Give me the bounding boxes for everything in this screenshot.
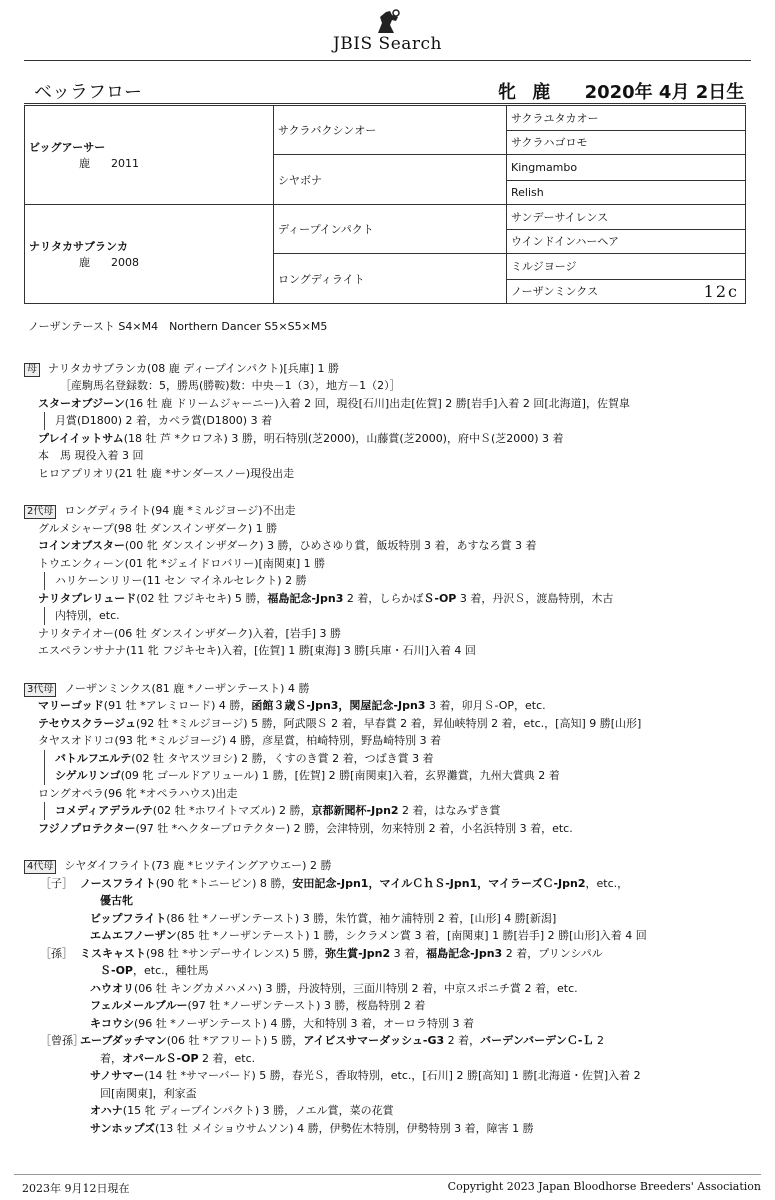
offspring-row: タヤスオドリコ(93 牝 *ミルジヨージ) 4 勝，彦星賞，柏崎特別，野島崎特別 3 着 (38, 734, 442, 747)
offspring-row: シゲルリンゴ(09 牝 ゴールドアリュール) 1 勝，[佐賀] 2 勝[南関東]入着，玄界灘賞，九州大賞典 2 着 (44, 767, 753, 785)
offspring-row: ［孫］ ミスキャスト(98 牡 *サンデーサイレンス) 5 勝，弥生賞-Jpn2 3 着，福島記念-Jpn3 2 着，プリンシパル (40, 946, 603, 960)
pedigree-sss: サクラユタカオー (507, 106, 746, 131)
pedigree-sds: Kingmambo (507, 155, 746, 181)
tag-3rd-dam: 3代母 (24, 683, 56, 697)
offspring-row: ビップフライト(86 牡 *ノーザンテースト) 3 勝，朱竹賞，袖ケ浦特別 2 着，[山形] 4 勝[新潟] (90, 911, 557, 925)
section-dam (24, 360, 753, 483)
offspring-row: ヒロアプリオリ(21 牡 鹿 *サンダースノー)現役出走 (38, 466, 295, 480)
dam-name: ナリタカサブランカ (29, 240, 128, 253)
offspring-row: テセウスクラージュ(92 牡 *ミルジヨージ) 5 勝，阿武隈Ｓ 2 着，早春賞 2 着，昇仙峡特別 2 着，etc.，[高知] 9 勝[山形] (38, 716, 642, 730)
offspring-row: グルメシャープ(98 牡 ダンスインザダーク) 1 勝 (38, 521, 278, 535)
pedigree-table (24, 105, 746, 304)
dam-record: ナリタカサブランカ(08 鹿 ディープインパクト)[兵庫] 1 勝 (48, 361, 339, 375)
inbreeding-line: ノーザンテースト S4×M4 Northern Dancer S5×S5×M5 (28, 320, 328, 333)
offspring-row: ロングオペラ(96 牝 *オペラハウス)出走 (38, 786, 238, 800)
family-number: 12c (703, 281, 739, 301)
offspring-row: ハリケーンリリー(11 セン マイネルセレクト) 2 勝 (44, 572, 753, 590)
offspring-row: フェルメールブルー(97 牡 *ノーザンテースト) 3 勝，桜島特別 2 着 (90, 999, 426, 1012)
offspring-row: ［曾孫］エーブダッチマン(06 牡 *アフリート) 5 勝，アイビスサマーダッシュ-G3 2 着，バーデンバーデンＣ-Ｌ 2 (40, 1034, 604, 1047)
pedigree-dsd: ウインドインハーヘア (507, 229, 746, 254)
family-record (24, 318, 753, 1157)
offspring-row: ハウオリ(06 牡 キングカメハメハ) 3 勝，丹波特別，三面川特別 2 着，中京スポニチ賞 2 着，etc. (90, 981, 578, 995)
pedigree-dss: サンデーサイレンス (507, 205, 746, 230)
tag-dam: 母 (24, 363, 40, 377)
offspring-row: スターオブジーン(16 牡 鹿 ドリームジャーニー)入着 2 回，現役[石川]出走[佐賀] 2 勝[岩手]入着 2 回[北海道]，佐賀皐 (38, 396, 630, 410)
offspring-row: エムエフノーザン(85 牡 *ノーザンテースト) 1 勝，シクラメン賞 3 着，[南関東] 1 勝[岩手] 2 勝[山形]入着 4 回 (90, 929, 647, 942)
pedigree-sire (25, 106, 274, 205)
tag-4th-dam: 4代母 (24, 860, 56, 874)
horse-name: ベッラフロー (34, 82, 142, 103)
offspring-row: マリーゴッド(91 牡 *アレミロード) 4 勝，函館３歳Ｓ-Jpn3，関屋記念-Jpn3 3 着，卯月Ｓ-OP，etc. (38, 699, 546, 712)
offspring-row: プレイイットサム(18 牡 芦 *クロフネ) 3 勝，明石特別(芝2000)，山藤賞(芝2000)，府中Ｓ(芝2000) 3 着 (38, 431, 564, 445)
horse-birth: 2020年 4月 2日生 (584, 82, 745, 103)
sire-name: ビッグアーサー (29, 141, 106, 154)
offspring-row: コインオブスター(00 牝 ダンスインザダーク) 3 勝，ひめさゆり賞，飯坂特別 3 着，あすなろ賞 3 着 (38, 539, 537, 552)
section-4th-dam: 4代母 シヤダイフライト(73 鹿 *ヒツテイングアウエー) 2 勝 ［子］ ノースフライト(90 牝 *トニービン) 8 勝，安田記念-Jpn1，マイルＣｈＳ-Jpn1，マイラーズＣ-Jpn2，etc.， 優古牝 ビップフライト(86 牡 *ノーザンテースト) 3 勝，朱竹賞，袖ケ浦特別 2 着，[山形] 4 勝[新潟] エムエフノーザン(85 牡 *ノーザンテースト) 1 勝，シクラメン賞 3 着，[南関東] 1 勝[岩手] 2 勝[山形]入着 4 回 ［孫］ ミスキャスト(98 牡 *サンデーサイレンス) 5 勝，弥生賞-Jpn2 3 着，福島記念-Jpn3 2 着，プリンシパル Ｓ-OP，etc.，種牡馬 ハウオリ(06 牡 キングカメハメハ) 3 勝，丹波特別，三面川特別 2 着，中京スポニチ賞 2 着，etc. フェルメールブルー(97 牡 *ノーザンテースト) 3 勝，桜島特別 2 着 キコウシ(96 牡 *ノーザンテースト) 4 勝，大和特別 3 着，オーロラ特別 3 着 ［曾孫］エーブダッチマン(06 牡 *アフリート) 5 勝，アイビスサマーダッシュ-G3 2 着，バーデンバーデンＣ-Ｌ 2 着，オパールＳ-OP 2 着，etc. サノサマー(14 牡 *サマーバード) 5 勝，春光Ｓ，香取特別，etc.，[石川] 2 勝[高知] 1 勝[北海道・佐賀]入着 2 回[南関東]，利家盃 オハナ(15 牝 ディープインパクト) 3 勝，ノエル賞，菜の花賞 サンホップズ(13 牡 メイショウサムソン) 4 勝，伊勢佐木特別，伊勢特別 3 着，障害 1 勝 (24, 857, 753, 1137)
dam-info: 鹿 2008 (79, 256, 139, 269)
section-2nd-dam: 2代母 ロングディライト(94 鹿 *ミルジヨージ)不出走 グルメシャープ(98 牡 ダンスインザダーク) 1 勝 コインオブスター(00 牝 ダンスインザダーク) 3 勝，ひめさゆり賞，飯坂特別 3 着，あすなろ賞 3 着 トウエンクィーン(01 牝 *ジェイドロバリー)[南関東] 1 勝 ハリケーンリリー(11 セン マイネルセレクト) 2 勝 ナリタプレリュード(02 牡 フジキセキ) 5 勝，福島記念-Jpn3 2 着，しらかばＳ-OP 3 着，丹沢Ｓ，渡島特別，木古 内特別，etc. ナリタテイオー(06 牡 ダンスインザダーク)入着，[岩手] 3 勝 エスペランサナナ(11 牝 フジキセキ)入着，[佐賀] 1 勝[東海] 3 勝[兵庫・石川]入着 4 回 (24, 502, 753, 660)
offspring-row: ナリタプレリュード(02 牡 フジキセキ) 5 勝，福島記念-Jpn3 2 着，しらかばＳ-OP 3 着，丹沢Ｓ，渡島特別，木古 (38, 591, 614, 605)
offspring-row: エスペランサナナ(11 牝 フジキセキ)入着，[佐賀] 1 勝[東海] 3 勝[兵庫・石川]入着 4 回 (38, 644, 476, 657)
pedigree-sdd: Relish (507, 180, 746, 205)
offspring-row: キコウシ(96 牡 *ノーザンテースト) 4 勝，大和特別 3 着，オーロラ特別 3 着 (90, 1016, 474, 1030)
offspring-row: サノサマー(14 牡 *サマーバード) 5 勝，春光Ｓ，香取特別，etc.，[石川] 2 勝[高知] 1 勝[北海道・佐賀]入着 2 (90, 1069, 641, 1082)
logo-text: JBIS Search (332, 34, 442, 54)
as-of-date: 2023年 9月12日現在 (22, 1182, 130, 1195)
offspring-row: サンホップズ(13 牡 メイショウサムソン) 4 勝，伊勢佐木特別，伊勢特別 3 着，障害 1 勝 (90, 1121, 534, 1135)
offspring-row: フジノプロテクター(97 牡 *ヘクタープロテクター) 2 勝，会津特別，勿来特別 2 着，小名浜特別 3 着，etc. (38, 821, 573, 835)
horse-meta (498, 78, 754, 104)
offspring-row: バトルフエルテ(02 牡 タヤスツヨシ) 2 勝，くすのき賞 2 着，つばき賞 3 着 (44, 750, 753, 768)
offspring-row-cont: 回[南関東]，利家盃 (100, 1086, 197, 1100)
offspring-row-cont: 着，オパールＳ-OP 2 着，etc. (100, 1051, 256, 1065)
offspring-row-cont: 優古牝 (100, 894, 133, 907)
dam-produce-summary: ［産駒馬名登録数：5，勝馬(勝鞍)数：中央－1（3），地方－1（2）］ (60, 379, 401, 392)
pedigree-ds: ディープインパクト (274, 205, 507, 254)
offspring-row: ナリタテイオー(06 牡 ダンスインザダーク)入着，[岩手] 3 勝 (38, 626, 342, 640)
sire-info: 鹿 2011 (79, 157, 139, 170)
header-divider (24, 60, 751, 61)
offspring-row-cont: 月賞(D1800) 2 着，カペラ賞(D1800) 3 着 (44, 412, 753, 430)
pedigree-sd: シヤボナ (274, 155, 507, 205)
offspring-row: ［子］ ノースフライト(90 牝 *トニービン) 8 勝，安田記念-Jpn1，マイルＣｈＳ-Jpn1，マイラーズＣ-Jpn2，etc.， (40, 876, 629, 890)
pedigree-ssd: サクラハゴロモ (507, 130, 746, 155)
pedigree-dam (25, 205, 274, 304)
horse-title-row (28, 78, 747, 102)
offspring-row: 本 馬 現役入着 3 回 (38, 449, 144, 462)
pedigree-ss: サクラバクシンオー (274, 106, 507, 155)
horse-color: 鹿 (532, 82, 551, 103)
horse-sex: 牝 (498, 82, 516, 103)
copyright: Copyright 2023 Japan Bloodhorse Breeders' Association (447, 1180, 761, 1193)
offspring-row: オハナ(15 牝 ディープインパクト) 3 勝，ノエル賞，菜の花賞 (90, 1104, 394, 1117)
offspring-row-cont: Ｓ-OP，etc.，種牡馬 (100, 964, 209, 977)
title-divider (24, 103, 746, 104)
pedigree-ddd: ノーザンミンクス 12c (507, 279, 746, 304)
jbis-logo (0, 6, 775, 54)
pedigree-dds: ミルジヨージ (507, 254, 746, 280)
section-3rd-dam: 3代母 ノーザンミンクス(81 鹿 *ノーザンテースト) 4 勝 マリーゴッド(91 牡 *アレミロード) 4 勝，函館３歳Ｓ-Jpn3，関屋記念-Jpn3 3 着，卯月Ｓ-OP，etc. テセウスクラージュ(92 牡 *ミルジヨージ) 5 勝，阿武隈Ｓ 2 着，早春賞 2 着，昇仙峡特別 2 着，etc.，[高知] 9 勝[山形] タヤスオドリコ(93 牝 *ミルジヨージ) 4 勝，彦星賞，柏崎特別，野島崎特別 3 着 バトルフエルテ(02 牡 タヤスツヨシ) 2 勝，くすのき賞 2 着，つばき賞 3 着 シゲルリンゴ(09 牝 ゴールドアリュール) 1 勝，[佐賀] 2 勝[南関東]入着，玄界灘賞，九州大賞典 2 着 ロングオペラ(96 牝 *オペラハウス)出走 コメディアデラルテ(02 牡 *ホワイトマズル) 2 勝，京都新聞杯-Jpn2 2 着，はなみずき賞 フジノプロテクター(97 牡 *ヘクタープロテクター) 2 勝，会津特別，勿来特別 2 着，小名浜特別 3 着，etc. (24, 680, 753, 838)
footer-divider (14, 1174, 761, 1175)
offspring-row: トウエンクィーン(01 牝 *ジェイドロバリー)[南関東] 1 勝 (38, 556, 326, 570)
offspring-row-cont: 内特別，etc. (44, 607, 753, 625)
pedigree-dd: ロングディライト (274, 254, 507, 304)
offspring-row: コメディアデラルテ(02 牡 *ホワイトマズル) 2 勝，京都新聞杯-Jpn2 2 着，はなみずき賞 (44, 802, 753, 820)
tag-2nd-dam: 2代母 (24, 505, 56, 519)
horse-logo-icon (374, 9, 402, 35)
